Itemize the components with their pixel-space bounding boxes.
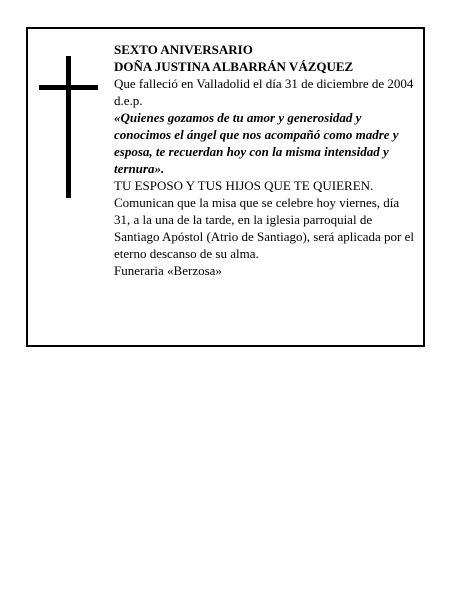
notice-heading: SEXTO ANIVERSARIO [114, 42, 253, 57]
notice-text [114, 41, 418, 279]
family-signature: TU ESPOSO Y TUS HIJOS QUE TE QUIEREN. [114, 178, 374, 193]
mass-info: Comunican que la misa que se celebre hoy viernes, día 31, a la una de la tarde, en la iglesia parroquial de Santiago Apóstol (Atrio de Santiago), será aplicada por el eterno descanso de su alma. [114, 195, 415, 261]
death-info: Que falleció en Valladolid el día 31 de diciembre de 2004 [114, 76, 414, 91]
obituary-notice [26, 27, 425, 347]
funeral-home: Funeraria «Berzosa» [114, 263, 222, 278]
deceased-name: DOÑA JUSTINA ALBARRÁN VÁZQUEZ [114, 59, 354, 74]
cross-icon-arm [39, 85, 98, 90]
cross-icon [66, 56, 71, 198]
rip-text: d.e.p. [114, 93, 143, 108]
memorial-quote: «Quienes gozamos de tu amor y generosidad y conocimos el ángel que nos acompañó como madre y esposa, te recuerdan hoy con la misma intensidad y ternura». [114, 110, 399, 176]
